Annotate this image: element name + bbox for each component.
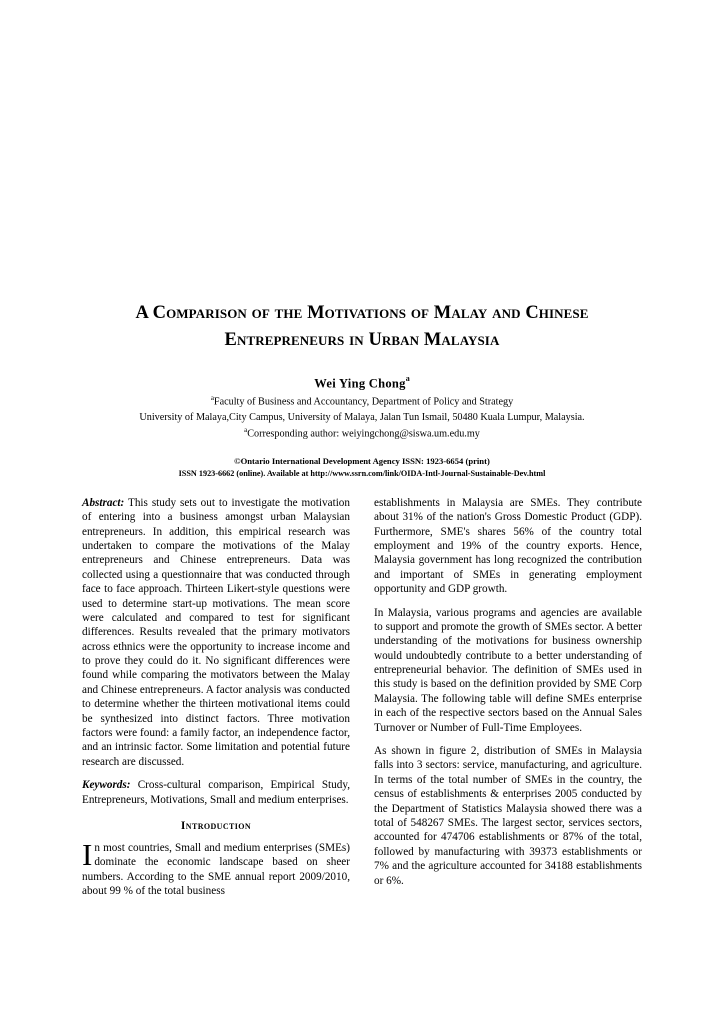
keywords-label: Keywords: <box>82 779 131 792</box>
affiliation-text-1: Faculty of Business and Accountancy, Department of Policy and Strategy <box>213 396 514 408</box>
drop-cap: I <box>82 836 93 872</box>
author-block <box>82 374 642 442</box>
right-column <box>374 496 642 908</box>
corresponding-author-email: Corresponding author: weiyingchong@siswa.um.edu.my <box>247 428 480 440</box>
left-column <box>82 496 350 908</box>
author-affiliation-marker: a <box>405 373 410 383</box>
affiliation-line-1 <box>82 394 642 409</box>
right-paragraph-2: In Malaysia, various programs and agencies are available to support and promote the growth of SMEs sector. A better understanding of the motivations for business ownership would undoubtedly contribute to a better understanding of entrepreneurial behavior. The definition of SMEs used in this study is based on the definition provided by SME Corp Malaysia. The following table will define SMEs enterprise in each of the respective sectors based on the Annual Sales Turnover or Number of Full-Time Employees. <box>374 606 642 734</box>
title-block <box>82 0 642 354</box>
abstract-text: This study sets out to investigate the motivation of entering into a business amongst urban Malaysian entrepreneurs. In addition, this empirical research was undertaken to compare the motivations of the Malay entrepreneurs and Chinese entrepreneurs. Data was collected using a questionnaire that was conducted through face to face approach. Thirteen Likert-style questions were used to determine start-up motivations. The mean score were calculated and compared to test for significant differences. Results revealed that the primary motivators across ethnics were the opportunity to increase income and to prove they could do it. No significant differences were found while comparing the motivators between the Malay and Chinese entrepreneurs. A factor analysis was conducted to determine whether the thirteen motivational items could be synthesized into distinct factors. Three motivation factors were found: a family factor, an independence factor, and an intrinsic factor. Some limitation and potential future research are discussed. <box>82 496 350 768</box>
affiliation-line-2 <box>82 411 642 425</box>
affiliation-marker-3: a <box>244 426 248 435</box>
abstract-label: Abstract: <box>82 496 125 509</box>
page-title: A Comparison of the Motivations of Malay and Chinese Entrepreneurs in Urban Malaysia <box>135 303 589 350</box>
affiliation-line-3 <box>82 426 642 441</box>
publisher-line-2: ISSN 1923-6662 (online). Available at http://www.ssrn.com/link/OIDA-Intl-Journal-Sustainable-Dev.html <box>178 468 546 478</box>
publisher-line-1: ©Ontario International Development Agency ISSN: 1923-6654 (print) <box>234 456 490 467</box>
author-name: Wei Ying Chong <box>314 375 406 390</box>
right-paragraph-1: establishments in Malaysia are SMEs. They contribute about 31% of the nation's Gross Domestic Product (GDP). Furthermore, SME's shares 56% of the country total employment and 19% of the country exports. Hence, Malaysia government has long recognized the contribution and important of SMEs in generating employment opportunity and GDP growth. <box>374 496 642 596</box>
keywords-text: Cross-cultural comparison, Empirical Study, Entrepreneurs, Motivations, Small and medium enterprises. <box>82 779 351 806</box>
introduction-paragraph-1-text: n most countries, Small and medium enterprises (SMEs) dominate the economic landscape based on sheer numbers. According to the SME annual report 2009/2010, about 99 % of the total business <box>82 841 350 897</box>
body-columns <box>82 496 642 908</box>
keywords-paragraph <box>82 778 350 807</box>
right-paragraph-3: As shown in figure 2, distribution of SMEs in Malaysia falls into 3 sectors: service, manufacturing, and agriculture. In terms of the total number of SMEs in the country, the census of establishments & enterprises 2005 conducted by the Department of Statistics Malaysia showed there was a total of 548267 SMEs. The largest sector, services sectors, accounted for 474706 establishments or 87% of the total, followed by manufacturing with 39373 establishments or 7% and the agriculture accounted for 34188 establishments or 6%. <box>374 745 642 887</box>
abstract-paragraph <box>82 496 350 769</box>
introduction-paragraph-1 <box>82 836 350 899</box>
section-heading-introduction: Introduction <box>180 819 252 832</box>
author-name-line <box>82 374 642 392</box>
affiliation-marker-1: a <box>210 393 214 402</box>
publisher-block <box>82 455 642 479</box>
affiliation-text-2: University of Malaya,City Campus, University of Malaya, Jalan Tun Ismail, 50480 Kuala Lumpur, Malaysia. <box>139 411 585 423</box>
